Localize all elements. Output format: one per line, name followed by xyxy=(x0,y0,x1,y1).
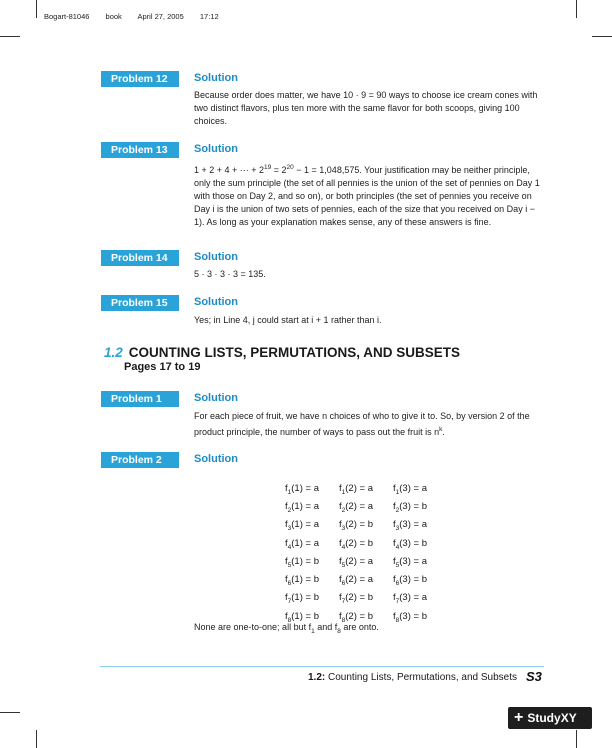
problem-label: Problem 2 xyxy=(101,452,179,468)
crop-mark xyxy=(36,730,37,748)
text-part: − 1 = 1,048,575. Your justification may be neither principle, only the sum principle (the set of all pennies is the union of the set of pennies on Day 1 with those on Day 2, and so on), or both principles (the set of pennies you receive on Day i is the union of two sets of pennies, each of the size that you received on Day i − 1). As long as your explanation makes sense, any of these answers is fine. xyxy=(194,165,540,227)
table-cell: $f_1(3) = a$ xyxy=(393,482,427,496)
table-cell: $f_6(2) = a$ xyxy=(339,574,373,588)
footer-section-title: Counting Lists, Permutations, and Subsets xyxy=(325,672,518,683)
table-cell: $f_8(3) = b$ xyxy=(393,610,427,624)
table-cell: $f_3(2) = b$ xyxy=(339,519,373,533)
problem-label: Problem 14 xyxy=(101,250,179,266)
slug-book: book xyxy=(105,12,122,21)
table-cell: $f_1(2) = a$ xyxy=(339,482,373,496)
solution-heading: Solution xyxy=(194,392,238,404)
table-cell: $f_5(2) = a$ xyxy=(339,555,373,569)
table-cell: $f_4(2) = b$ xyxy=(339,537,373,551)
table-row xyxy=(285,553,447,571)
crop-mark xyxy=(576,730,577,748)
table-cell: $f_7(2) = b$ xyxy=(339,592,373,606)
text-part: . xyxy=(442,427,445,437)
badge-xy: XY xyxy=(560,711,577,725)
slug-file: Bogart-81046 xyxy=(44,12,90,21)
subscript: 1 xyxy=(311,627,315,635)
section-number: 1.2 xyxy=(104,345,123,360)
solution-text xyxy=(194,410,546,439)
footer-rule xyxy=(100,666,544,667)
plus-icon: + xyxy=(514,709,524,726)
table-cell: $f_5(1) = b$ xyxy=(285,555,319,569)
crop-mark xyxy=(36,0,37,18)
table-cell: $f_7(3) = a$ xyxy=(393,592,427,606)
table-cell: $f_4(1) = a$ xyxy=(285,537,319,551)
text-part: are onto. xyxy=(340,622,379,632)
slug-date: April 27, 2005 xyxy=(137,12,184,21)
table-cell: $f_1(1) = a$ xyxy=(285,482,319,496)
section-pages: Pages 17 to 19 xyxy=(124,361,201,373)
solution-text: Because order does matter, we have 10 · 9 = 90 ways to choose ice cream cones with two distinct flavors, plus ten more with the same flavor for both scoops, giving 100 choices. xyxy=(194,90,538,126)
solution-heading: Solution xyxy=(194,251,238,263)
text-part: For each piece of fruit, we have n choices of who to give it to. So, by version 2 of the product principle, the number of ways to pass out the fruit is n xyxy=(194,411,530,437)
page-number: S3 xyxy=(526,669,542,684)
text-part: 1 + 2 + 4 + ··· + 2 xyxy=(194,165,265,175)
table-cell: $f_2(3) = b$ xyxy=(393,501,427,514)
exponent: 20 xyxy=(286,164,294,171)
section-title xyxy=(104,345,460,360)
solution-text xyxy=(194,161,546,229)
table-cell: $f_3(1) = a$ xyxy=(285,519,319,533)
text-part: and f xyxy=(314,622,338,632)
badge-text: Study xyxy=(527,711,561,725)
table-row xyxy=(285,480,447,498)
slug-line xyxy=(44,12,233,21)
table-cell: $f_8(2) = b$ xyxy=(339,610,373,624)
problem-label: Problem 15 xyxy=(101,295,179,311)
crop-mark xyxy=(576,0,577,18)
solution-heading: Solution xyxy=(194,296,238,308)
table-cell: $f_6(3) = b$ xyxy=(393,574,427,588)
problem-label: Problem 12 xyxy=(101,71,179,87)
studyxy-badge[interactable] xyxy=(508,707,592,729)
solution-text: 5 · 3 · 3 · 3 = 135. xyxy=(194,269,266,279)
problem-label: Problem 13 xyxy=(101,142,179,158)
crop-mark xyxy=(0,712,20,713)
exponent: 19 xyxy=(264,164,272,171)
exponent: k xyxy=(439,426,443,433)
solution-heading: Solution xyxy=(194,143,238,155)
table-cell: $f_4(3) = b$ xyxy=(393,537,427,551)
solution-heading: Solution xyxy=(194,453,238,465)
table-row xyxy=(285,517,447,535)
section-name: COUNTING LISTS, PERMUTATIONS, AND SUBSETS xyxy=(128,345,461,360)
table-cell: $f_3(3) = a$ xyxy=(393,519,427,533)
subscript: 8 xyxy=(337,627,341,635)
problem-label: Problem 1 xyxy=(101,391,179,407)
table-cell: $f_7(1) = b$ xyxy=(285,592,319,606)
text-part: = 2 xyxy=(271,165,287,175)
crop-mark xyxy=(592,36,612,37)
closing-text xyxy=(194,621,546,638)
text-part: None are one-to-one; all but f xyxy=(194,622,312,632)
table-cell: $f_5(3) = a$ xyxy=(393,555,427,569)
slug-time: 17:12 xyxy=(199,12,219,21)
table-cell: $f_8(1) = b$ xyxy=(285,610,319,624)
table-row xyxy=(285,535,447,553)
function-table xyxy=(285,480,447,626)
solution-heading: Solution xyxy=(194,72,238,84)
table-cell: $f_6(1) = b$ xyxy=(285,574,319,588)
crop-mark xyxy=(0,36,20,37)
solution-text: Yes; in Line 4, j could start at i + 1 rather than i. xyxy=(194,315,382,325)
table-row xyxy=(285,590,447,608)
table-row xyxy=(285,571,447,589)
table-row xyxy=(285,498,447,516)
footer-section-number: 1.2: xyxy=(308,672,326,683)
table-cell: $f_2(2) = a$ xyxy=(339,501,373,514)
running-footer xyxy=(308,672,517,683)
table-cell: $f_2(1) = a$ xyxy=(285,501,319,514)
